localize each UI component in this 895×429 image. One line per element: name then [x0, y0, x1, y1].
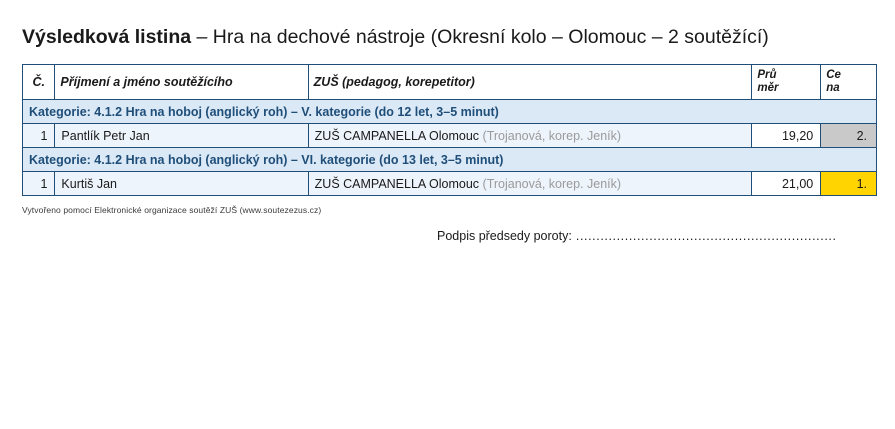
- footnote-text: Vytvořeno pomocí Elektronické organizace soutěží ZUŠ (www.soutezezus.cz): [22, 205, 322, 215]
- cell-teacher: (Trojanová, korep. Jeník): [482, 176, 622, 191]
- column-header-prize-line1: Ce: [826, 69, 841, 81]
- table-row: [23, 124, 877, 148]
- results-table: [22, 64, 877, 196]
- column-header-name: Příjmení a jméno soutěžícího: [55, 65, 308, 100]
- table-row: [23, 172, 877, 196]
- category-label: Kategorie: 4.1.2 Hra na hoboj (anglický roh) – VI. kategorie (do 13 let, 3–5 minut): [23, 148, 877, 172]
- category-row: [23, 148, 877, 172]
- cell-prize: 2.: [821, 124, 877, 148]
- column-header-prize: [821, 65, 877, 100]
- cell-number: 1: [23, 172, 55, 196]
- signature-line: [437, 229, 875, 243]
- category-label: Kategorie: 4.1.2 Hra na hoboj (anglický roh) – V. kategorie (do 12 let, 3–5 minut): [23, 100, 877, 124]
- column-header-average-line1: Prů: [757, 69, 777, 81]
- table-header-row: [23, 65, 877, 100]
- cell-school: [308, 172, 752, 196]
- cell-school: [308, 124, 752, 148]
- cell-average: 21,00: [752, 172, 821, 196]
- signature-dots: ................................................................: [571, 229, 837, 243]
- cell-name: Pantlík Petr Jan: [55, 124, 308, 148]
- page-title-bold: Výsledková listina: [22, 26, 192, 48]
- column-header-average: [752, 65, 821, 100]
- cell-school-name: ZUŠ CAMPANELLA Olomouc: [314, 128, 480, 143]
- cell-number: 1: [23, 124, 55, 148]
- cell-prize: 1.: [821, 172, 877, 196]
- cell-name: Kurtiš Jan: [55, 172, 308, 196]
- column-header-prize-line2: na: [826, 82, 840, 94]
- category-row: [23, 100, 877, 124]
- column-header-number: Č.: [23, 65, 55, 100]
- footnote: [22, 205, 875, 215]
- column-header-school: ZUŠ (pedagog, korepetitor): [308, 65, 752, 100]
- page-title-rest: – Hra na dechové nástroje (Okresní kolo – Olomouc – 2 soutěžící): [191, 26, 769, 48]
- column-header-average-line2: měr: [757, 82, 779, 94]
- cell-average: 19,20: [752, 124, 821, 148]
- cell-teacher: (Trojanová, korep. Jeník): [482, 128, 622, 143]
- signature-label: Podpis předsedy poroty:: [437, 229, 572, 243]
- cell-school-name: ZUŠ CAMPANELLA Olomouc: [314, 176, 480, 191]
- page-title: [22, 22, 842, 52]
